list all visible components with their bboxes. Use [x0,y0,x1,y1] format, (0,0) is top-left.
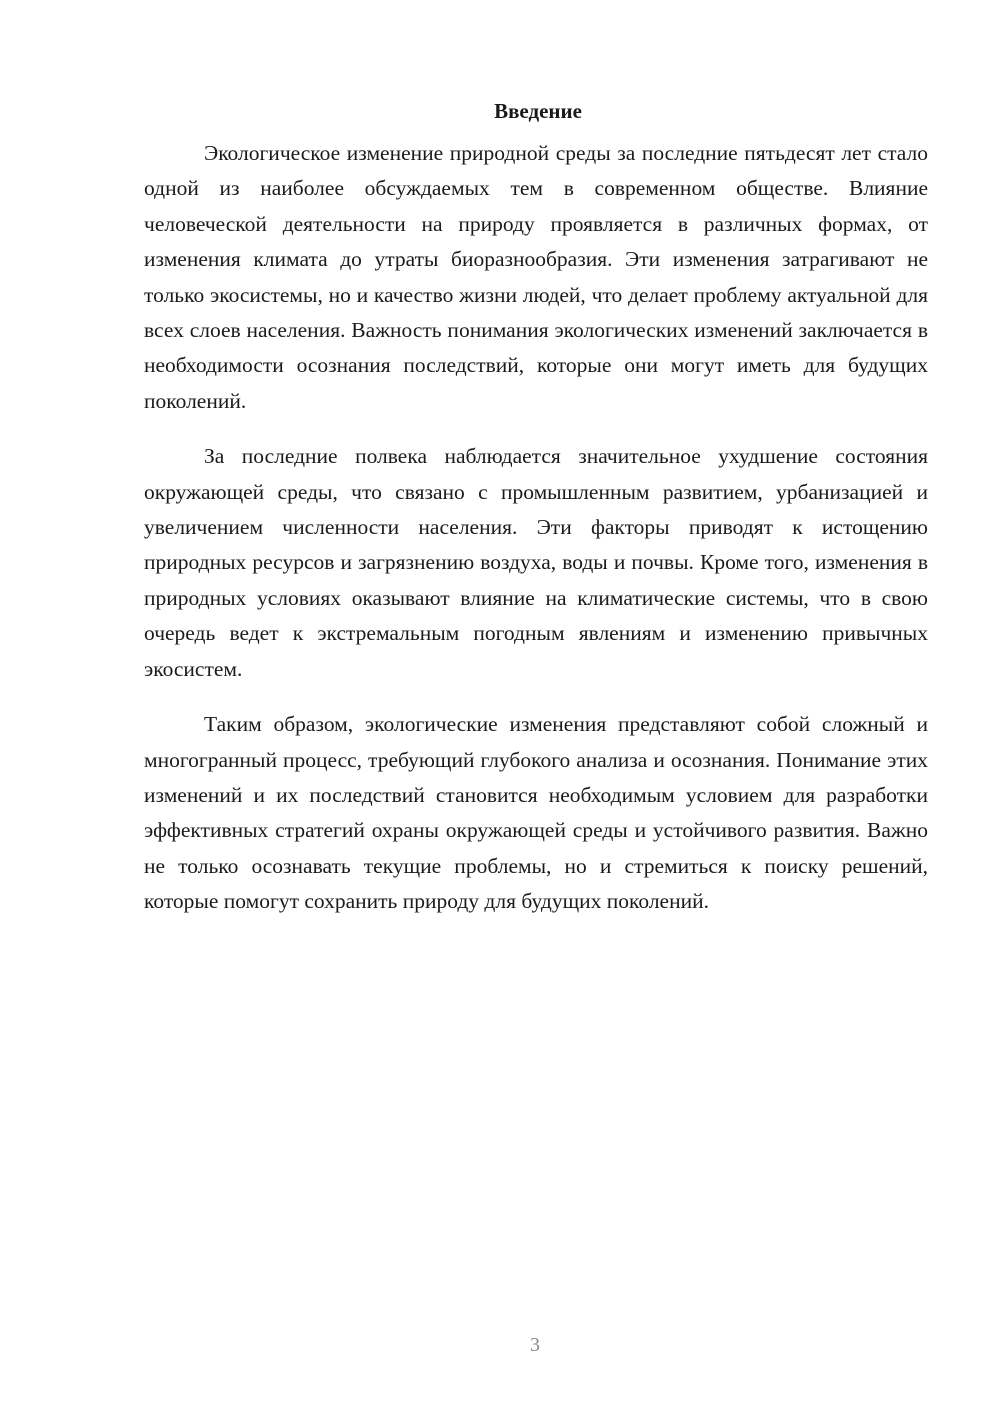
page-content [144,96,928,920]
paragraph-2: За последние полвека наблюдается значительное ухудшение состояния окружающей среды, что связано с промышленным развитием, урбанизацией и увеличением численности населения. Эти факторы приводят к истощению природных ресурсов и загрязнению воздуха, воды и почвы. Кроме того, изменения в природных условиях оказывают влияние на климатические системы, что в свою очередь ведет к экстремальным погодным явлениям и изменению привычных экосистем. [144,444,928,681]
section-heading: Введение [494,99,582,123]
paragraph-1: Экологическое изменение природной среды за последние пятьдесят лет стало одной из наиболее обсуждаемых тем в современном обществе. Влияние человеческой деятельности на природу проявляется в различных формах, от изменения климата до утраты биоразнообразия. Эти изменения затрагивают не только экосистемы, но и качество жизни людей, что делает проблему актуальной для всех слоев населения. Важность понимания экологических изменений заключается в необходимости осознания последствий, которые они могут иметь для будущих поколений. [144,141,928,413]
page-number: 3 [530,1334,540,1356]
paragraph-3: Таким образом, экологические изменения представляют собой сложный и многогранный процесс, требующий глубокого анализа и осознания. Понимание этих изменений и их последствий становится необходимым условием для разработки эффективных стратегий охраны окружающей среды и устойчивого развития. Важно не только осознавать текущие проблемы, но и стремиться к поиску решений, которые помогут сохранить природу для будущих поколений. [144,712,928,914]
